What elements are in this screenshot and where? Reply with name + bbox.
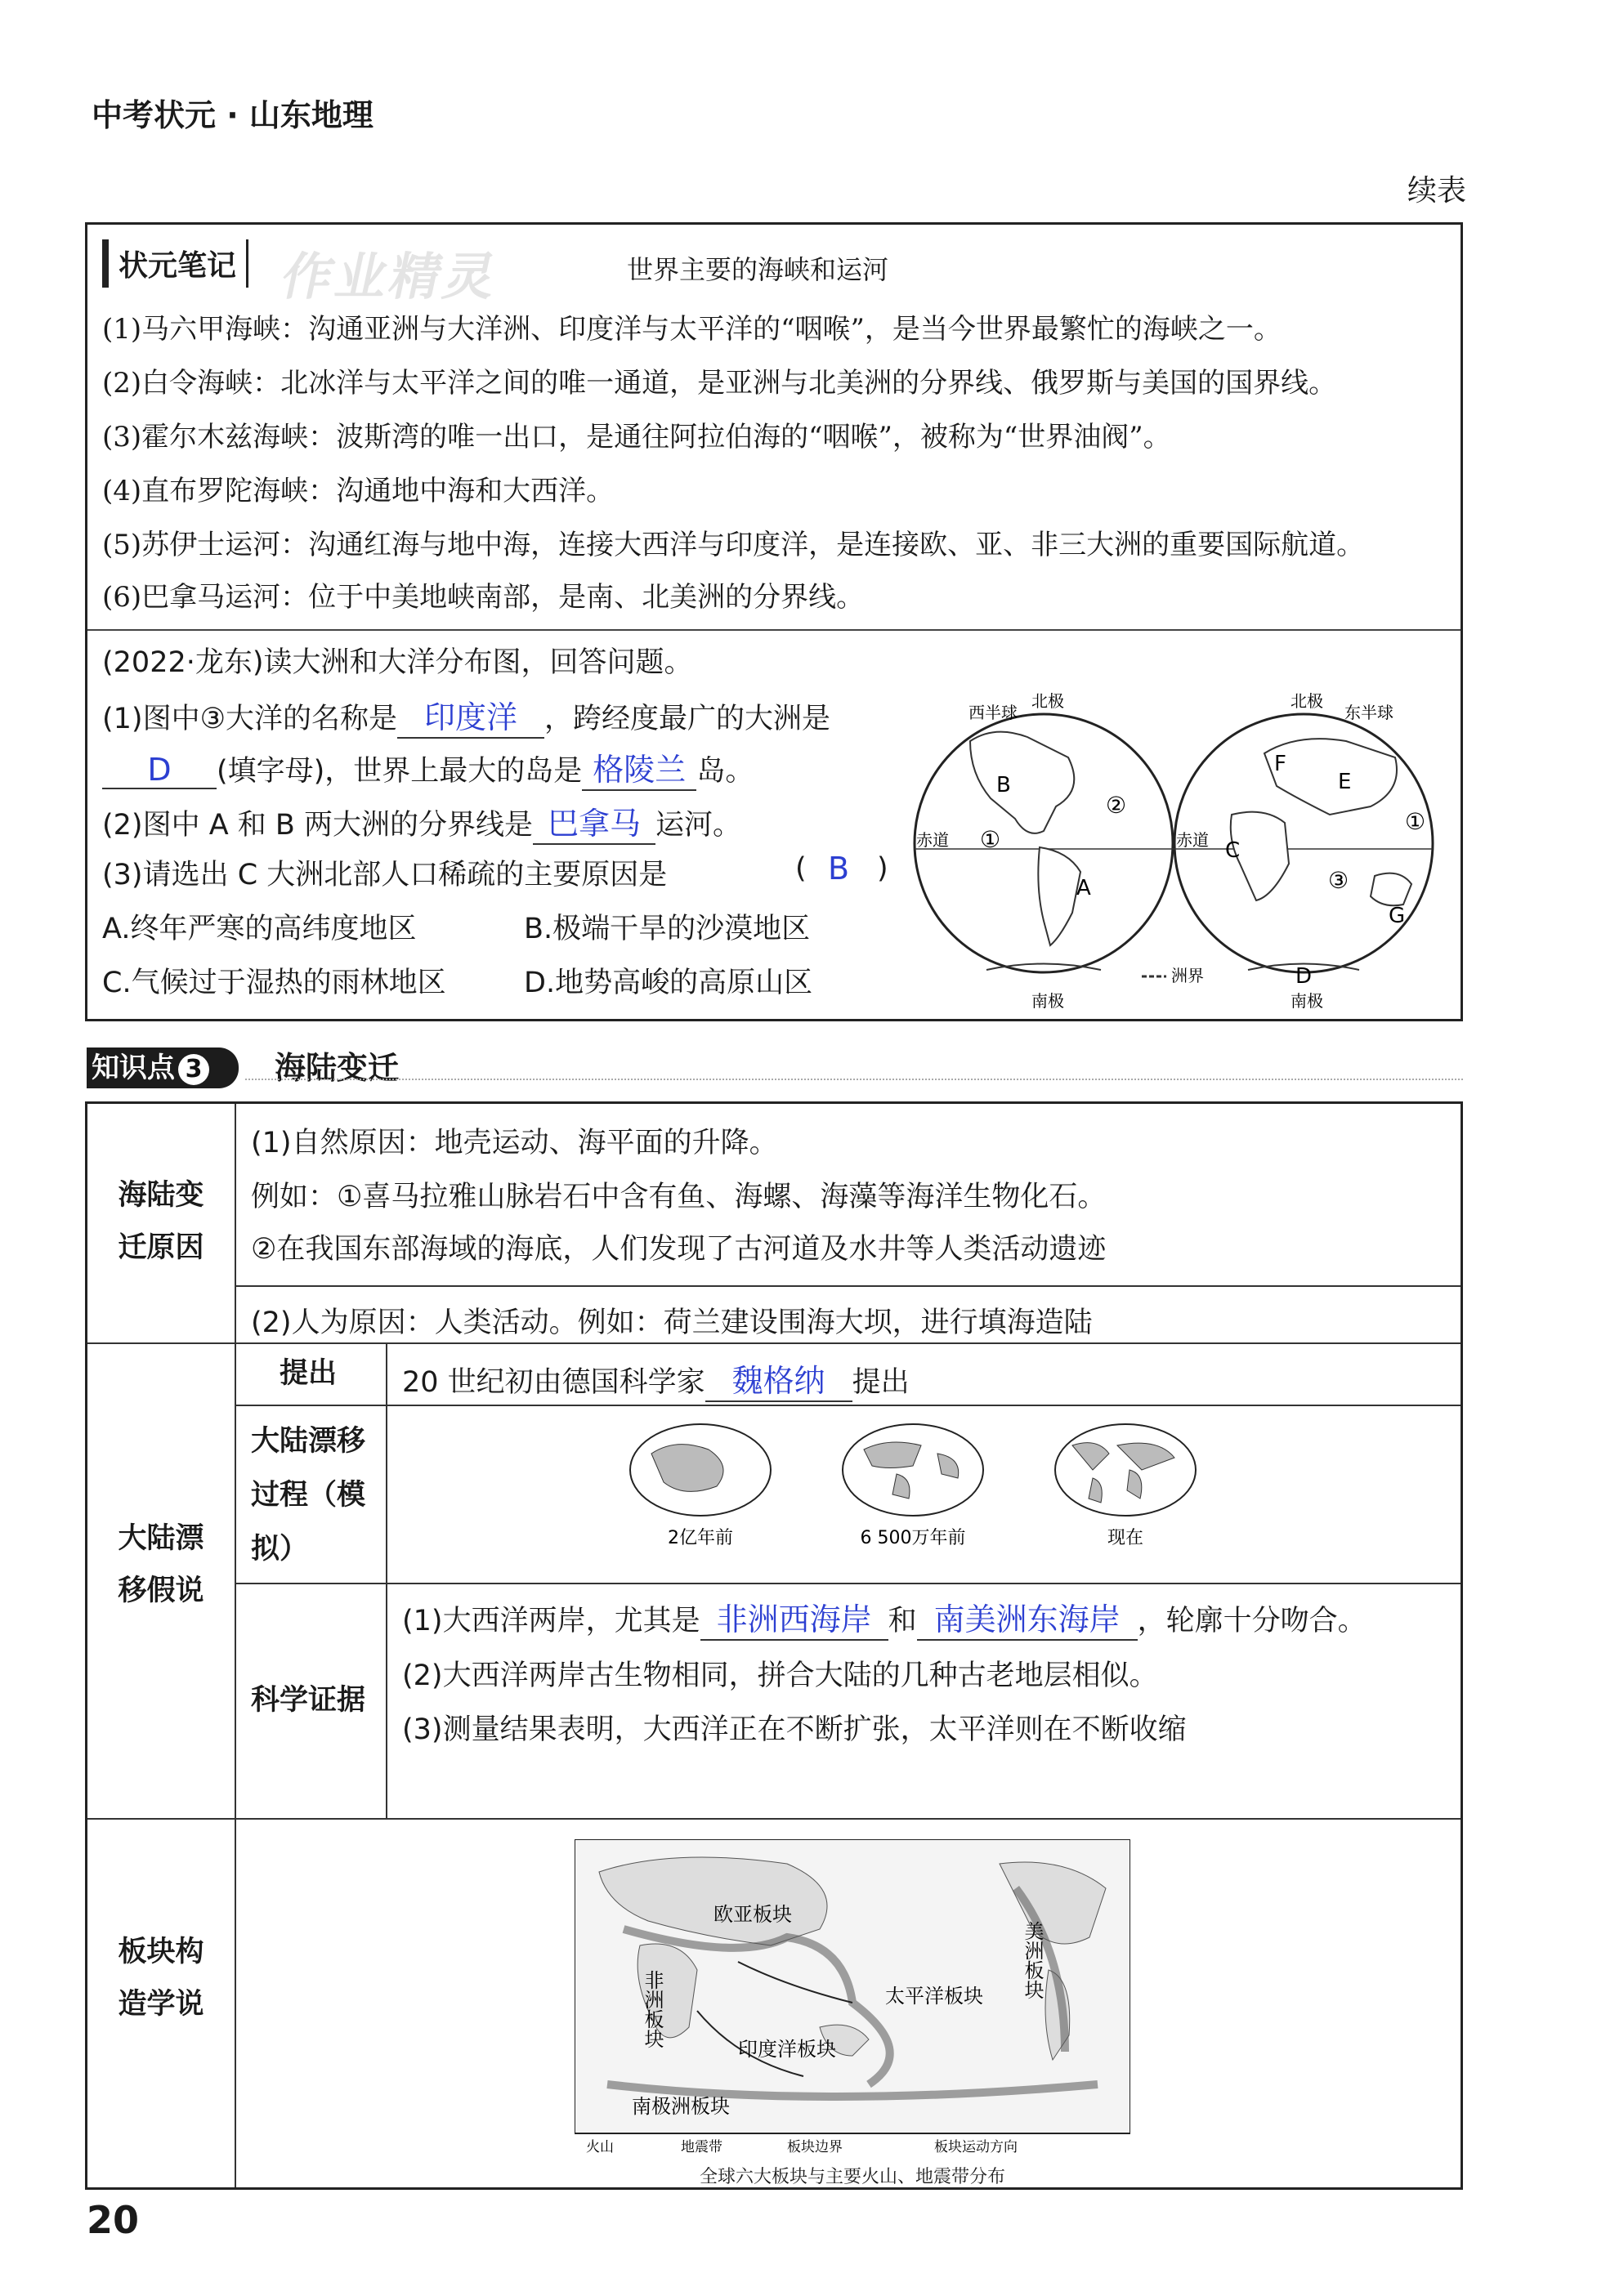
evidence-1-c: ，轮廓十分吻合。 bbox=[1137, 1605, 1367, 1637]
map-legend: 洲界 bbox=[1171, 966, 1204, 985]
question-2 bbox=[102, 798, 741, 845]
q1-text-b: ，跨经度最广的大洲是 bbox=[544, 703, 830, 735]
legend-volcano: 火山 bbox=[586, 2139, 614, 2155]
label-circle-1w: ① bbox=[980, 826, 1001, 853]
q1-text-a: (1)图中③大洋的名称是 bbox=[102, 703, 397, 735]
proposed-answer: 魏格纳 bbox=[705, 1356, 852, 1402]
knowledge-table bbox=[85, 1101, 1463, 2190]
plate-eurasian: 欧亚板块 bbox=[714, 1903, 792, 1926]
question-1-cont bbox=[102, 744, 754, 791]
row-divider bbox=[236, 1285, 1461, 1287]
notes-box bbox=[85, 222, 1463, 1021]
evidence-answer-2: 南美洲东海岸 bbox=[917, 1594, 1138, 1641]
globe-65m bbox=[843, 1424, 983, 1516]
cause-example-2: ②在我国东部海域的海底，人们发现了古河道及水井等人类活动遗迹 bbox=[251, 1233, 1107, 1266]
caption-present: 现在 bbox=[1107, 1528, 1144, 1548]
evidence-1-b: 和 bbox=[888, 1605, 917, 1637]
q1-answer-ocean: 印度洋 bbox=[397, 692, 544, 739]
map-label-equator-w: 赤道 bbox=[916, 830, 949, 850]
note-line: (3)霍尔木兹海峡：波斯湾的唯一出口，是通往阿拉伯海的“咽喉”，被称为“世界油阀”。 bbox=[102, 421, 1171, 453]
australia-shape bbox=[1371, 873, 1411, 906]
section-title: 海陆变迁 bbox=[275, 1050, 400, 1086]
legend-seismic: 地震带 bbox=[681, 2139, 722, 2155]
plate-pacific: 太平洋板块 bbox=[885, 1985, 983, 2008]
row-divider bbox=[87, 1818, 1461, 1820]
row-head-drift bbox=[87, 1512, 235, 1617]
row-divider bbox=[236, 1405, 1461, 1406]
badge-text: 知识点 bbox=[92, 1052, 175, 1084]
evidence-2: (2)大西洋两岸古生物相同，拼合大陆的几种古老地层相似。 bbox=[402, 1659, 1158, 1692]
q3-answer: B bbox=[828, 851, 850, 887]
option-c: C.气候过于湿热的雨林地区 bbox=[102, 967, 446, 999]
label-circle-3: ③ bbox=[1328, 867, 1349, 894]
q3-paren-right: ) bbox=[877, 852, 888, 885]
map-label-south-e: 南极 bbox=[1291, 991, 1323, 1011]
sub-head-process bbox=[251, 1414, 365, 1576]
cause-example-1: 例如：①喜马拉雅山脉岩石中含有鱼、海螺、海藻等海洋生物化石。 bbox=[251, 1181, 1107, 1213]
note-line: (4)直布罗陀海峡：沟通地中海和大西洋。 bbox=[102, 475, 615, 507]
note-line: (2)白令海峡：北冰洋与太平洋之间的唯一通道，是亚洲与北美洲的分界线、俄罗斯与美国的国界线。 bbox=[102, 367, 1337, 400]
map-label-equator-e: 赤道 bbox=[1176, 830, 1209, 850]
plate-american: 美洲板块 bbox=[1021, 1921, 1044, 1999]
caption-200m: 2亿年前 bbox=[668, 1528, 733, 1548]
process-label-line: 大陆漂移 bbox=[251, 1425, 366, 1458]
q1-answer-continent: D bbox=[102, 752, 217, 789]
row-head-line: 移假说 bbox=[118, 1575, 204, 1607]
q2-text-b: 运河。 bbox=[655, 809, 742, 842]
continued-label: 续表 bbox=[1407, 174, 1466, 208]
notes-section bbox=[87, 225, 1461, 631]
q1-text-c: (填字母)，世界上最大的岛是 bbox=[217, 755, 583, 788]
label-C: C bbox=[1225, 838, 1241, 863]
proposed-text-b: 提出 bbox=[852, 1366, 910, 1399]
map-label-south-w: 南极 bbox=[1031, 991, 1064, 1011]
section-rule bbox=[245, 1079, 1463, 1080]
row-head-cause bbox=[87, 1169, 235, 1274]
option-b: B.极端干旱的沙漠地区 bbox=[524, 913, 811, 945]
q3-paren-left: ( bbox=[795, 852, 807, 885]
proposed-text bbox=[402, 1356, 910, 1402]
watermark: 作业精灵 bbox=[276, 247, 505, 306]
row-head-plate bbox=[87, 1926, 235, 2030]
subcol-divider bbox=[386, 1342, 387, 1818]
notes-heading: 世界主要的海峡和运河 bbox=[627, 254, 889, 285]
row-divider bbox=[236, 1583, 1461, 1584]
note-line: (5)苏伊士运河：沟通红海与地中海，连接大西洋与印度洋，是连接欧、亚、非三大洲的重要国际航道。 bbox=[102, 529, 1365, 561]
plate-african: 非洲板块 bbox=[641, 1970, 664, 2048]
sub-head-proposed: 提出 bbox=[280, 1357, 338, 1390]
plate-map-caption: 全球六大板块与主要火山、地震带分布 bbox=[699, 2167, 1005, 2187]
q1-text-d: 岛。 bbox=[696, 755, 754, 788]
evidence-1-a: (1)大西洋两岸，尤其是 bbox=[402, 1605, 700, 1637]
label-F: F bbox=[1274, 752, 1286, 776]
process-label-line: 拟） bbox=[251, 1533, 309, 1566]
evidence-answer-1: 非洲西海岸 bbox=[700, 1594, 888, 1641]
cause-human: (2)人为原因：人类活动。例如：荷兰建设围海大坝，进行填海造陆 bbox=[251, 1307, 1093, 1339]
map-label-north-e: 北极 bbox=[1291, 691, 1323, 711]
note-line: (1)马六甲海峡：沟通亚洲与大洋洲、印度洋与太平洋的“咽喉”，是当今世界最繁忙的海峡之一。 bbox=[102, 313, 1282, 346]
question-stem: (2022·龙东)读大洲和大洋分布图，回答问题。 bbox=[102, 646, 693, 679]
col-divider bbox=[235, 1104, 236, 2187]
row-divider bbox=[87, 1342, 1461, 1344]
q2-answer: 巴拿马 bbox=[533, 798, 655, 845]
proposed-text-a: 20 世纪初由德国科学家 bbox=[402, 1366, 705, 1399]
row-head-line: 板块构 bbox=[118, 1936, 204, 1968]
plate-map bbox=[575, 1839, 1130, 2158]
page-number: 20 bbox=[87, 2198, 140, 2242]
label-D: D bbox=[1295, 964, 1313, 989]
label-G: G bbox=[1389, 904, 1406, 928]
option-d: D.地势高峻的高原山区 bbox=[524, 967, 813, 999]
map-label-west: 西半球 bbox=[968, 703, 1018, 722]
globe-present bbox=[1055, 1424, 1196, 1516]
caption-65m: 6 500万年前 bbox=[860, 1528, 966, 1548]
row-head-line: 海陆变 bbox=[118, 1179, 204, 1212]
book-title: 中考状元 · 山东地理 bbox=[92, 97, 374, 133]
drift-globes bbox=[627, 1421, 1215, 1552]
evidence-3: (3)测量结果表明，大西洋正在不断扩张，太平洋则在不断收缩 bbox=[402, 1713, 1187, 1746]
process-label-line: 过程（模 bbox=[251, 1479, 366, 1512]
option-a: A.终年严寒的高纬度地区 bbox=[102, 913, 417, 945]
question-1 bbox=[102, 692, 830, 739]
label-circle-2: ② bbox=[1106, 792, 1127, 819]
plate-antarctic: 南极洲板块 bbox=[632, 2095, 730, 2118]
row-head-line: 迁原因 bbox=[118, 1231, 204, 1264]
label-B: B bbox=[996, 773, 1011, 797]
sub-head-evidence: 科学证据 bbox=[251, 1684, 366, 1717]
cause-natural: (1)自然原因：地壳运动、海平面的升降。 bbox=[251, 1127, 778, 1159]
label-E: E bbox=[1338, 770, 1352, 794]
question-3: (3)请选出 C 大洲北部人口稀疏的主要原因是 bbox=[102, 859, 668, 891]
map-label-east: 东半球 bbox=[1344, 703, 1393, 722]
notes-tag: 状元笔记 bbox=[102, 239, 248, 288]
evidence-1 bbox=[402, 1594, 1367, 1641]
note-line: (6)巴拿马运河：位于中美地峡南部，是南、北美洲的分界线。 bbox=[102, 581, 865, 614]
label-A: A bbox=[1076, 876, 1091, 900]
row-head-line: 造学说 bbox=[118, 1988, 204, 2021]
label-circle-1e: ① bbox=[1405, 808, 1426, 835]
legend-direction: 板块运动方向 bbox=[934, 2139, 1018, 2155]
row-head-line: 大陆漂 bbox=[118, 1522, 204, 1555]
q2-text-a: (2)图中 A 和 B 两大洲的分界线是 bbox=[102, 809, 534, 842]
plate-indian: 印度洋板块 bbox=[738, 2038, 836, 2061]
hemisphere-map bbox=[905, 676, 1452, 1019]
map-label-north-w: 北极 bbox=[1031, 691, 1064, 711]
badge-number: 3 bbox=[178, 1054, 209, 1085]
legend-boundary: 板块边界 bbox=[787, 2139, 843, 2155]
knowledge-point-badge bbox=[87, 1047, 239, 1088]
q1-answer-island: 格陵兰 bbox=[582, 744, 696, 791]
